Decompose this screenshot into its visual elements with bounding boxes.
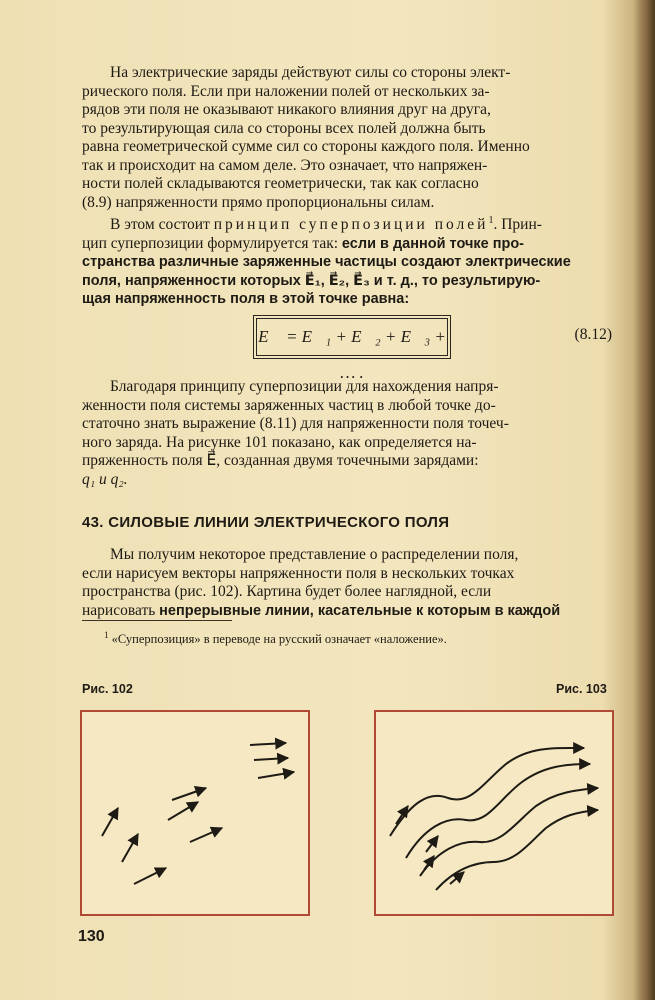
paragraph-4 (82, 546, 612, 620)
field-vector-arrow (250, 743, 286, 745)
paragraph-4-line: нарисовать (82, 601, 160, 619)
field-vector-arrow (190, 828, 222, 842)
field-vector-arrow (134, 868, 166, 884)
superposition-term: принцип суперпозиции полей (213, 216, 489, 234)
figure-102-drawing (82, 712, 308, 914)
paragraph-3-line: пряженность поля E⃗, созданная двумя точечными зарядами: (82, 452, 479, 469)
footnote (82, 628, 634, 647)
paragraph-2-after-term: . Прин- (493, 216, 542, 234)
field-vector-arrow (122, 834, 138, 862)
paragraph-3-line: женности поля системы заряженных частиц в любой точке до- (82, 396, 496, 414)
principle-statement-line: поля, напряженности которых E⃗₁, E⃗₂, E⃗₃ и т. д., то результирую- (82, 272, 541, 289)
figure-103-label: Рис. 103 (556, 682, 607, 696)
footnote-text: «Суперпозиция» в переводе на русский означает «наложение». (108, 632, 447, 647)
paragraph-4-line: Мы получим некоторое представление о распределении поля, (110, 546, 519, 563)
field-lines-definition: непрерывные линии, касательные к которым в каждой (159, 602, 561, 619)
page-number: 130 (78, 928, 105, 945)
paragraph-1 (82, 64, 612, 212)
paragraph-4-line: если нарисуем векторы напряженности поля в нескольких точках (82, 564, 515, 582)
paragraph-3 (82, 378, 612, 489)
paragraph-1-line: так и происходит на самом деле. Это означает, что напряжен- (82, 156, 488, 174)
paragraph-1-line: рядов эти поля не оказывают никакого влияния друг на друга, (82, 101, 491, 118)
book-binding-shadow (633, 0, 655, 1000)
formula-number: (8.12) (574, 326, 612, 343)
field-vector-arrow (168, 802, 198, 820)
paragraph-1-line: На электрические заряды действуют силы со стороны элект- (110, 64, 511, 81)
field-vector-arrow (254, 758, 288, 760)
paragraph-3-line: Благодаря принципу суперпозиции для нахождения напря- (110, 378, 499, 395)
field-line-tangent-arrow (426, 836, 438, 852)
figure-103 (374, 710, 614, 916)
field-line (420, 788, 598, 876)
section-heading: 43. СИЛОВЫЕ ЛИНИИ ЭЛЕКТРИЧЕСКОГО ПОЛЯ (82, 514, 450, 531)
paragraph-1-line: ности полей складываются геометрически, так как согласно (82, 175, 479, 192)
paragraph-1-line: то результирующая сила со стороны всех полей должна быть (82, 119, 486, 137)
field-vector-arrow (258, 772, 294, 778)
paragraph-3-line: q₁ и q₂. (82, 470, 128, 488)
principle-statement-start: если в данной точке про- (341, 235, 525, 252)
figure-102-label: Рис. 102 (82, 682, 133, 696)
field-line-tangent-arrow (424, 856, 434, 870)
paragraph-1-line: (8.9) напряженности прямо пропорциональны силам. (82, 193, 435, 211)
paragraph-2-line-2: цип суперпозиции формулируется так: (82, 234, 342, 252)
footnote-rule (82, 620, 232, 621)
paragraph-2 (82, 212, 612, 309)
footnote-mark: 1 (104, 630, 109, 640)
paragraph-3-line: статочно знать выражение (8.11) для напряженности поля точеч- (82, 415, 509, 432)
paragraph-1-line: равна геометрической сумме сил со стороны каждого поля. Именно (82, 138, 530, 155)
principle-statement-line: щая напряженность поля в этой точке равна: (82, 291, 410, 308)
field-line (406, 764, 590, 858)
paragraph-4-line: пространства (рис. 102). Картина будет более наглядной, если (82, 583, 492, 600)
field-vector-arrow (172, 788, 206, 800)
paragraph-1-line: рического поля. Если при наложении полей от нескольких за- (82, 82, 490, 100)
paragraph-2-intro: В этом состоит (110, 216, 214, 234)
paragraph-3-line: ного заряда. На рисунке 101 показано, как определяется на- (82, 433, 477, 451)
principle-statement-line: странства различные заряженные частицы создают электрические (82, 254, 571, 271)
field-vector-arrow (102, 808, 118, 836)
field-line-tangent-arrow (450, 872, 464, 884)
figure-102 (80, 710, 310, 916)
formula-row (82, 316, 612, 382)
footnote-reference: 1 (488, 215, 494, 226)
superposition-formula: E⃗ = E⃗₁ + E⃗₂ + E⃗₃ + … . (256, 318, 448, 356)
figure-103-drawing (376, 712, 612, 914)
